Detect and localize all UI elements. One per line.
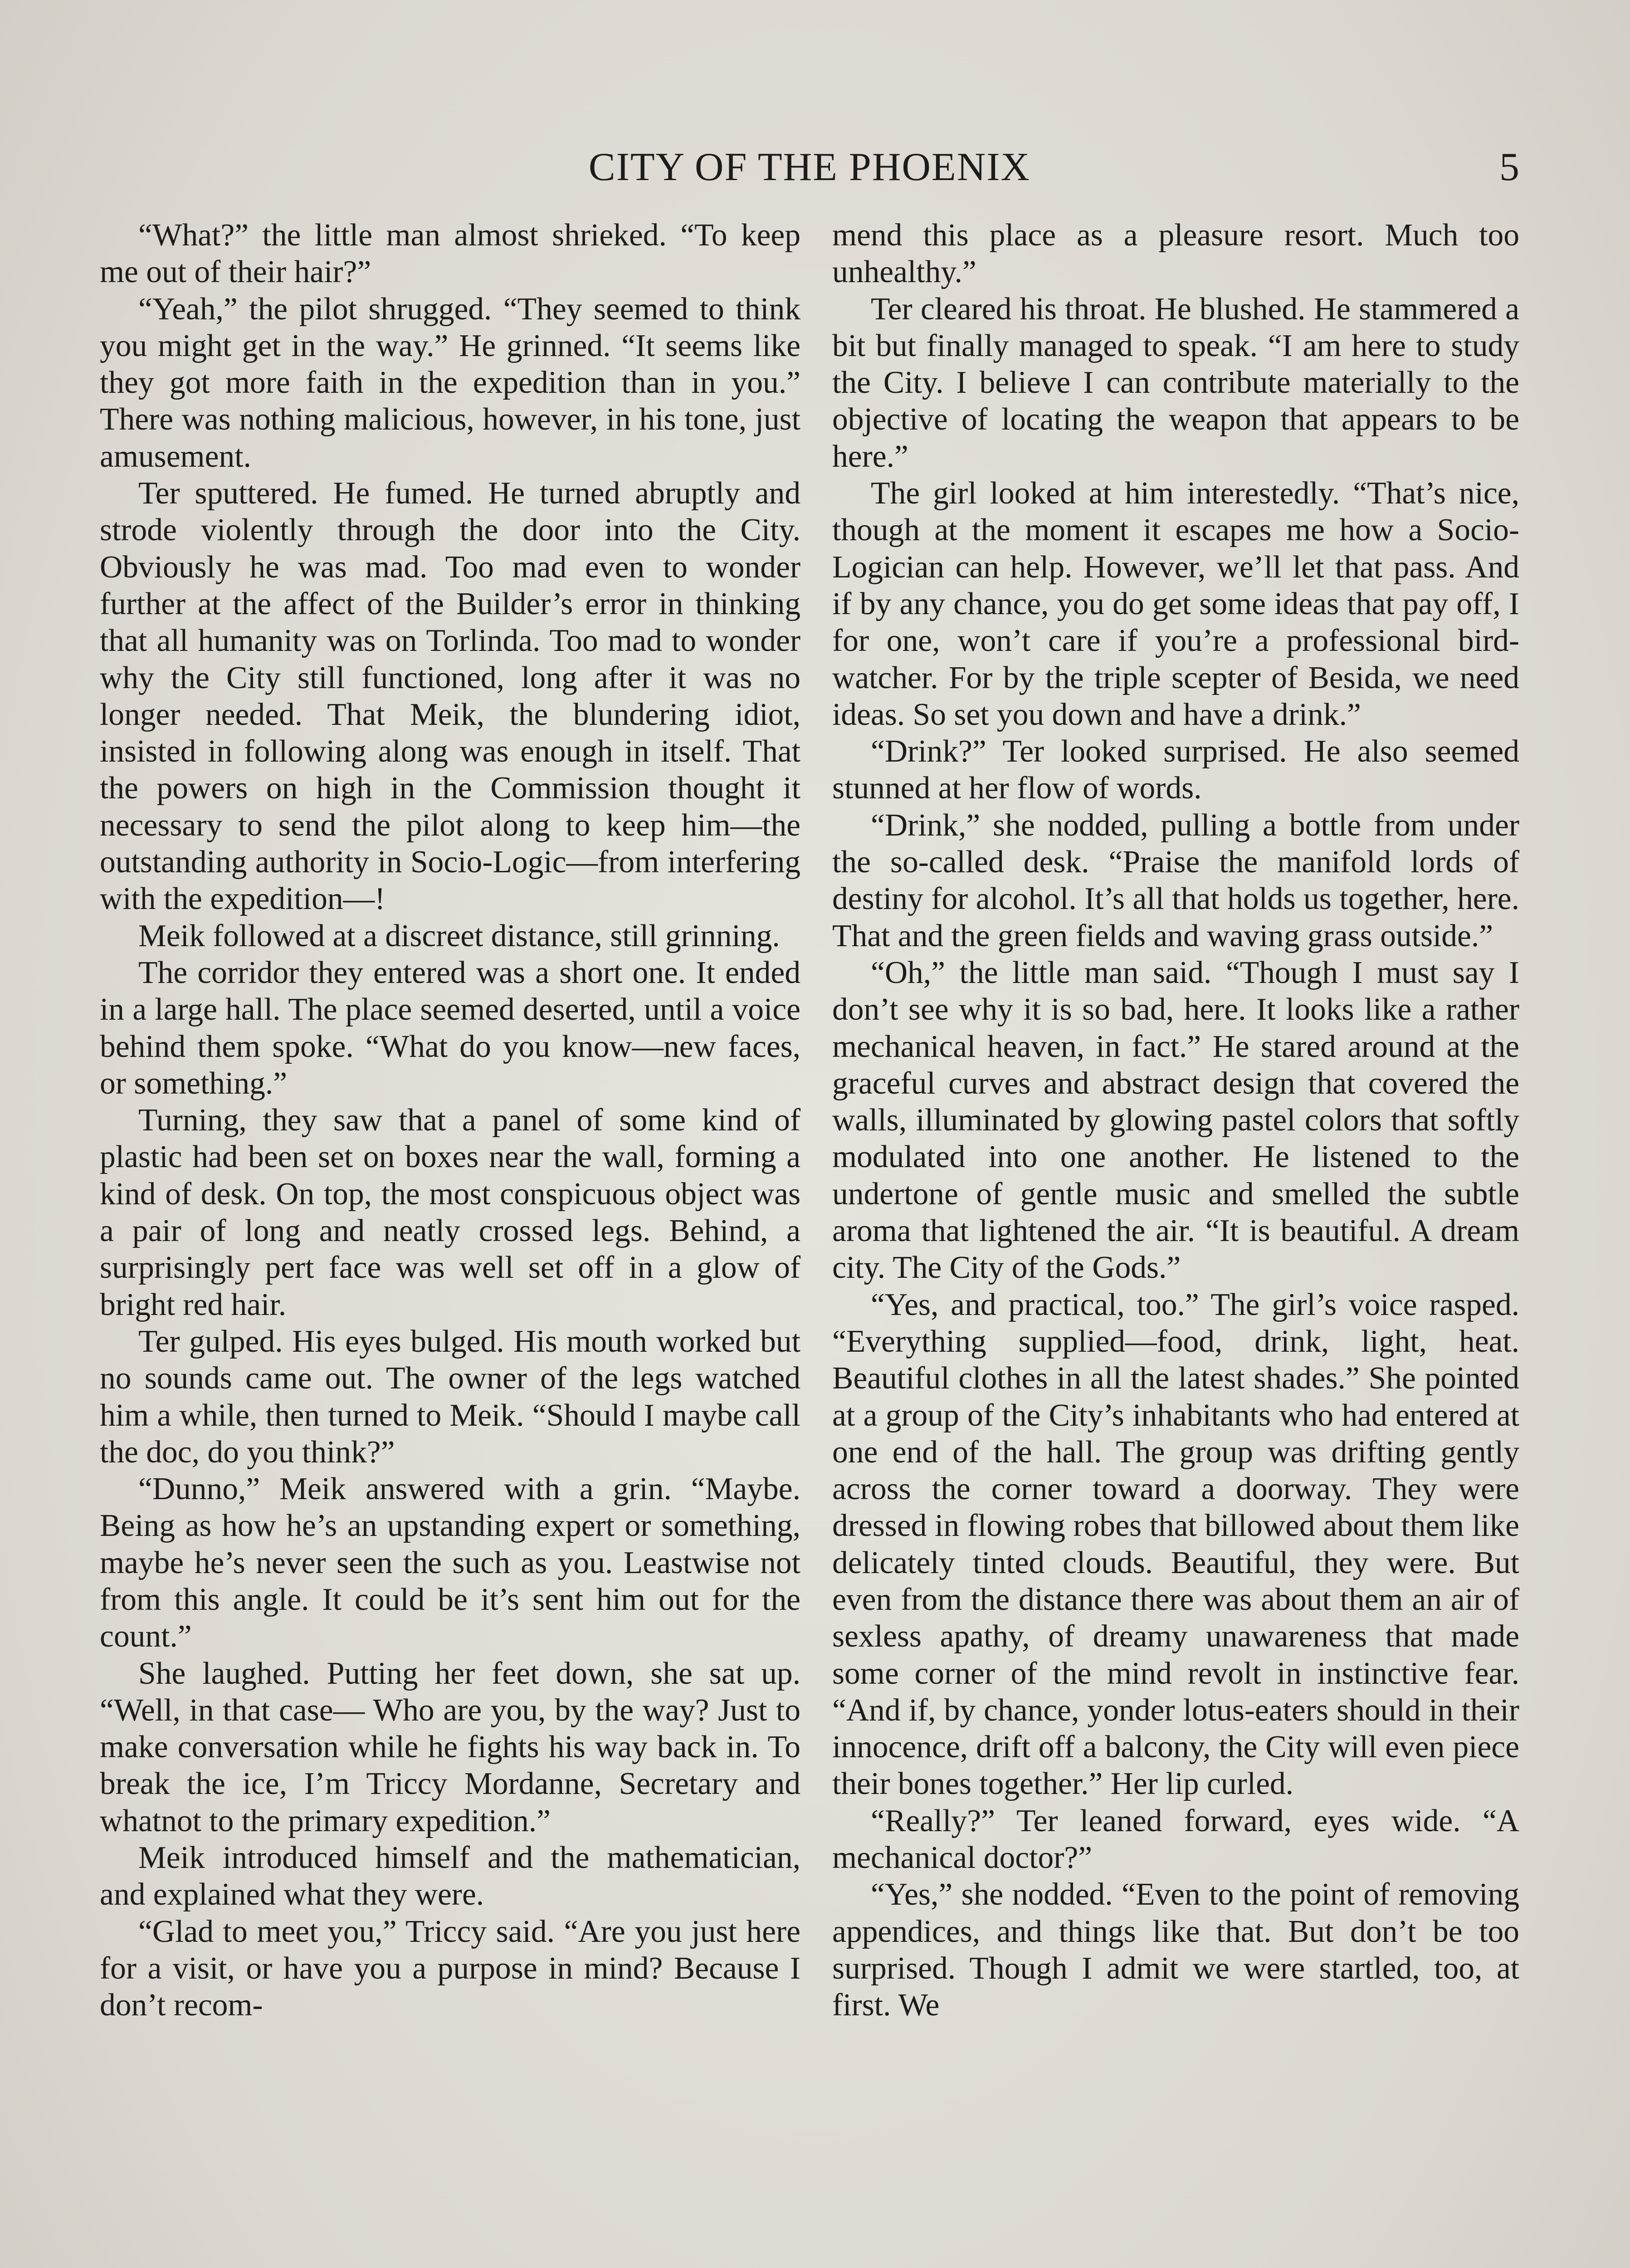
paragraph: Ter gulped. His eyes bulged. His mouth worked but no sounds came out. The owner of the legs watched him a while, then turned to Meik. “Should I maybe call the doc, do you think?” <box>100 1324 800 1470</box>
paragraph: “Yes, and practical, too.” The girl’s voice rasped. “Everything supplied—food, drink, light, heat. Beautiful clothes in all the latest shades.” She pointed at a group of the City’s inhabitants who had entered at one end of the hall. The group was drifting gently across the corner toward a doorway. They were dressed in flowing robes that billowed about them like delicately tinted clouds. Beautiful, they were. But even from the distance there was about them an air of sexless apathy, of dreamy unawareness that made some corner of the mind revolt in instinctive fear. “And if, by chance, yonder lotus-eaters should in their innocence, drift off a balcony, the City will even piece their bones together.” Her lip curled. <box>832 1287 1519 1802</box>
paragraph-continued: mend this place as a pleasure resort. Much too unhealthy.” <box>832 218 1519 290</box>
paragraph: “Drink,” she nodded, pulling a bottle from under the so-called desk. “Praise the manifold lords of destiny for alcohol. It’s all that holds us together, here. That and the green fields and waving grass outside.” <box>832 807 1519 953</box>
paragraph: She laughed. Putting her feet down, she sat up. “Well, in that case— Who are you, by the way? Just to make conversation while he fights his way back in. To break the ice, I’m Triccy Mordanne, Secretary and whatnot to the primary expedition.” <box>100 1656 800 1838</box>
paragraph: “Really?” Ter leaned forward, eyes wide. “A mechanical doctor?” <box>832 1803 1519 1876</box>
paragraph: “Yeah,” the pilot shrugged. “They seemed to think you might get in the way.” He grinned. “It seems like they got more faith in the expedition than in you.” There was nothing malicious, however, in his tone, just amusement. <box>100 291 800 474</box>
running-title: CITY OF THE PHOENIX <box>588 145 1031 189</box>
paragraph: “Oh,” the little man said. “Though I must say I don’t see why it is so bad, here. It looks like a rather mechanical heaven, in fact.” He stared around at the graceful curves and abstract design that covered the walls, illuminated by glowing pastel colors that softly modulated into one another. He listened to the undertone of gentle music and smelled the subtle aroma that lightened the air. “It is beautiful. A dream city. The City of the Gods.” <box>832 955 1519 1286</box>
paragraph: Turning, they saw that a panel of some kind of plastic had been set on boxes near the wall, forming a kind of desk. On top, the most conspicuous object was a pair of long and neatly crossed legs. Behind, a surprisingly pert face was well set off in a glow of bright red hair. <box>100 1103 800 1322</box>
paragraph: Ter cleared his throat. He blushed. He stammered a bit but finally managed to speak. “I am here to study the City. I believe I can contribute materially to the objective of locating the weapon that appears to be here.” <box>832 291 1519 474</box>
paragraph: Meik introduced himself and the mathematician, and explained what they were. <box>100 1840 800 1912</box>
right-column <box>832 217 1519 2024</box>
paragraph: “Dunno,” Meik answered with a grin. “Maybe. Being as how he’s an upstanding expert or something, maybe he’s never seen the such as you. Leastwise not from this angle. It could be it’s sent him out for the count.” <box>100 1471 800 1654</box>
left-column <box>100 217 800 2024</box>
page-number: 5 <box>1499 145 1519 189</box>
paragraph: “Yes,” she nodded. “Even to the point of removing appendices, and things like that. But don’t be too surprised. Though I admit we were startled, too, at first. We <box>832 1877 1519 2023</box>
running-header <box>100 144 1519 194</box>
paragraph: The girl looked at him interestedly. “That’s nice, though at the moment it escapes me how a Socio-Logician can help. However, we’ll let that pass. And if by any chance, you do get some ideas that pay off, I for one, won’t care if you’re a professional bird-watcher. For by the triple scepter of Besida, we need ideas. So set you down and have a drink.” <box>832 476 1519 732</box>
paragraph: The corridor they entered was a short one. It ended in a large hall. The place seemed deserted, until a voice behind them spoke. “What do you know—new faces, or something.” <box>100 955 800 1101</box>
paragraph: Meik followed at a discreet distance, still grinning. <box>138 918 780 953</box>
paragraph: Ter sputtered. He fumed. He turned abruptly and strode violently through the door into the City. Obviously he was mad. Too mad even to wonder further at the affect of the Builder’s error in thinking that all humanity was on Torlinda. Too mad to wonder why the City still functioned, long after it was no longer needed. That Meik, the blundering idiot, insisted in following along was enough in itself. That the powers on high in the Commission thought it necessary to send the pilot along to keep him—the outstanding authority in Socio-Logic—from interfering with the expedition—! <box>100 476 800 917</box>
paragraph: “What?” the little man almost shrieked. “To keep me out of their hair?” <box>100 218 800 290</box>
paragraph: “Drink?” Ter looked surprised. He also seemed stunned at her flow of words. <box>832 734 1519 806</box>
paragraph: “Glad to meet you,” Triccy said. “Are you just here for a visit, or have you a purpose in mind? Because I don’t recom- <box>100 1914 800 2023</box>
